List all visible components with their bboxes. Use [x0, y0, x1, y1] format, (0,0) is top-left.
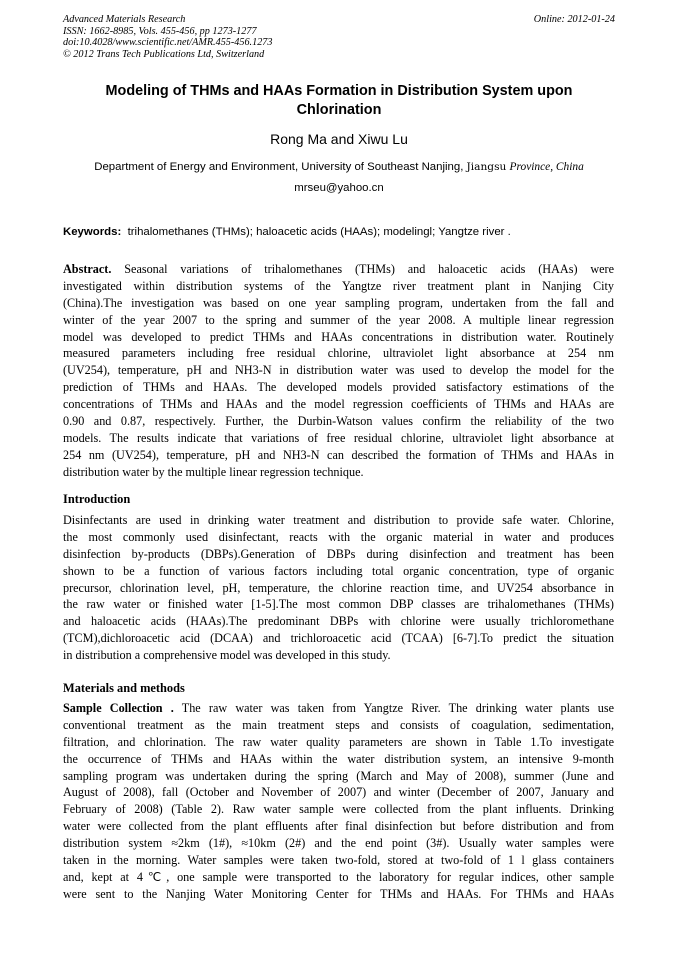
text-line: the raw water or finished water [1-5].The most common DBP classes are trihalomethanes (THMs) [63, 597, 614, 612]
text-line: model was developed to predict THMs and HAAs concentrations in distribution water. Routinely [63, 329, 614, 344]
text-line: conventional treatment as the main treatment steps and consists of coagulation, sedimentation, [63, 717, 614, 732]
methods-heading: Materials and methods [63, 681, 185, 695]
text-line: Disinfectants are used in drinking water treatment and distribution to provide safe water. Chlorine, [63, 513, 614, 527]
text-line: measured parameters including free residual chlorine, ultraviolet light absorbance at 254 nm [63, 346, 614, 361]
text-line: investigated within distribution systems of the Yangtze river treatment plant in Nanjing City [63, 278, 614, 293]
introduction-heading: Introduction [63, 492, 131, 506]
text-line: disinfection by-products (DBPs).Generation of DBPs during disinfection and treatment has been [63, 546, 614, 561]
introduction-section [63, 512, 614, 664]
text-line: and, kept at 4℃, one sample were transported to the laboratory for regular indices, other sample [63, 869, 614, 884]
online-date: Online: 2012-01-24 [533, 14, 615, 25]
journal-copyright: © 2012 Trans Tech Publications Ltd, Switzerland [63, 48, 265, 60]
affiliation-province: Province, China [509, 161, 584, 173]
affiliation-city: Jiangsu [466, 161, 507, 173]
text-line: distribution system ≈2km (1#), ≈10km (2#) and the end point (3#). Usually water samples were [63, 836, 614, 851]
text-line: prediction of THMs and HAAs. The developed models provided satisfactory estimations of the [63, 380, 614, 395]
text-line: water were collected from the plant effluents after final disinfection but before distribution and from [63, 819, 614, 834]
text-line: models. The results indicate that variations of free residual chlorine, ultraviolet light absorbance at [63, 430, 614, 445]
text-line: in distribution a comprehensive model was developed in this study. [63, 648, 391, 663]
text-line: and haloacetic acids (HAAs).The predominant DBPs with chlorine were usually trichloromethane [63, 614, 614, 629]
keywords-text: trihalomethanes (THMs); haloacetic acids (HAAs); modelingl; Yangtze river . [127, 226, 511, 238]
text-line: concentrations of THMs and HAAs and the model regression coefficients of THMs and HAAs are [63, 397, 614, 412]
journal-name: Advanced Materials Research [63, 14, 186, 25]
text-line: filtration, and chlorination. The raw water quality parameters are shown in Table 1.To investigate [63, 734, 614, 749]
journal-doi: doi:10.4028/www.scientific.net/AMR.455-456.1273 [63, 37, 273, 49]
journal-issn: ISSN: 1662-8985, Vols. 455-456, pp 1273-1277 [63, 25, 257, 37]
text-line: shown to be a function of various factors including total organic concentration, type of organic [63, 563, 614, 578]
text-line: winter of the year 2007 to the spring and summer of the year 2008. A multiple linear regression [63, 312, 614, 327]
affiliation-department: Department of Energy and Environment, University of Southeast Nanjing, [94, 161, 464, 173]
keywords-label: Keywords: [63, 226, 122, 238]
text-line: precursor, chlorination level, pH, temperature, the chlorine reaction time, and UV254 absorbance in [63, 580, 614, 595]
author-email: mrseu@yahoo.cn [294, 182, 384, 194]
paper-authors: Rong Ma and Xiwu Lu [270, 131, 408, 147]
text-line: the most commonly used disinfectant, reacts with the organic material in water and produces [63, 529, 614, 544]
text-line: taken in the morning. Water samples were taken two-fold, stored at two-fold of 1 l glass containers [63, 853, 614, 868]
text-line: distribution water by the multiple linear regression technique. [63, 464, 364, 479]
text-line: 254 nm (UV254), temperature, pH and NH3-N can described the formation of THMs and HAAs in [63, 447, 614, 462]
text-line: (TCM),dichloroacetic acid (DCAA) and trichloroacetic acid (TCAA) [6-7].To predict the situation [63, 631, 614, 646]
abstract-label: Abstract. [63, 262, 112, 276]
text-line: 0.90 and 0.87, respectively. Further, the Durbin-Watson values confirm the reliability of the two [63, 414, 614, 429]
keywords [63, 225, 511, 239]
author-affiliation [0, 160, 678, 174]
text-line: were sent to the Nanjing Water Monitoring Center for THMs and HAAs. For THMs and HAAs [63, 886, 614, 901]
text-line: the occurrence of THMs and HAAs within the water distribution system, an intensive 9-month [63, 751, 614, 766]
text-line: February of 2008) (Table 2). Raw water sample were collected from the plant influents. Drinking [63, 802, 614, 817]
text-line: sampling program was undertaken during the spring (March and May of 2008), summer (June and [63, 768, 614, 783]
journal-info [63, 14, 272, 60]
text-line: Sample Collection . The raw water was taken from Yangtze River. The drinking water plants use [63, 701, 614, 715]
text-line: August of 2008), fall (October and November of 2007) and winter (December of 2007, January and [63, 785, 614, 800]
text-line: Abstract. Seasonal variations of trihalomethanes (THMs) and haloacetic acids (HAAs) were [63, 262, 614, 276]
sample-collection-label: Sample Collection . [63, 701, 174, 715]
methods-section [63, 700, 614, 903]
abstract-section [63, 261, 614, 481]
text-line: (UV254), temperature, pH and NH3-N in distribution water was used to develop the model for the [63, 363, 614, 378]
paper-title: Modeling of THMs and HAAs Formation in Distribution System upon Chlorination [105, 83, 573, 118]
text-line: (China).The investigation was based on one year sampling program, undertaken from the fall and [63, 295, 614, 310]
